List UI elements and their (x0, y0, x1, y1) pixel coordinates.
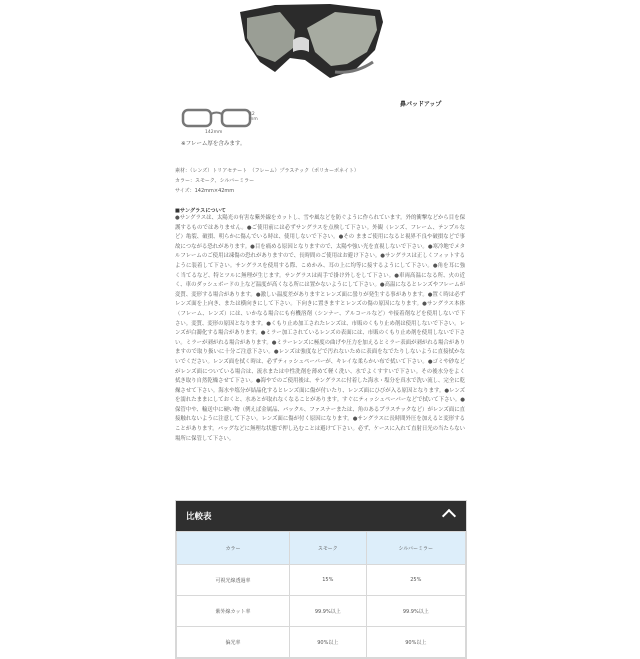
row-label: 紫外線カット率 (177, 596, 290, 627)
table-row (177, 596, 466, 627)
column-header: スモーク (290, 532, 367, 565)
table-cell: 99.9%以上 (290, 596, 367, 627)
spec-size: サイズ：142mm×42mm (175, 188, 235, 194)
spec-list (175, 166, 359, 196)
row-label: 可視光線透過率 (177, 565, 290, 596)
spec-color: カラー：スモーク、シルバーミラー (175, 178, 255, 184)
sunglasses-illustration (235, 0, 385, 100)
table-cell: 90%以上 (366, 627, 465, 658)
comparison-header[interactable] (176, 501, 466, 531)
table-cell: 15% (290, 565, 367, 596)
nose-pad-label: 鼻パッドアップ (400, 101, 442, 108)
row-label: 偏光率 (177, 627, 290, 658)
chevron-up-icon[interactable] (442, 509, 456, 523)
table-cell: 25% (366, 565, 465, 596)
table-cell: 99.9%以上 (366, 596, 465, 627)
care-section-title: ■サングラスについて (175, 208, 226, 214)
product-page (175, 0, 465, 646)
frame-height-label: 42 mm (249, 112, 258, 122)
sunglasses-product-image (235, 0, 385, 100)
table-header-row (177, 532, 466, 565)
comparison-accordion (175, 500, 467, 659)
column-header: カラー (177, 532, 290, 565)
table-cell: 90%以上 (290, 627, 367, 658)
glasses-outline-icon (179, 106, 254, 130)
comparison-table (176, 531, 466, 658)
table-row (177, 627, 466, 658)
column-header: シルバーミラー (366, 532, 465, 565)
frame-thickness-note: ※フレーム厚を含みます。 (181, 141, 246, 147)
comparison-title: 比較表 (186, 512, 212, 522)
care-instructions: ●サングラスは、太陽光の有害な紫外線をカットし、雪や風などを防ぐように作られています。外的衝撃などから目を保護するものではありません。●ご使用前には必ずサングラスを点検して下さい。外観（レンズ、フレーム、テンプルなど）亀裂、破損、明らかに傷んでいる時は、使用しないで下さい。●その ままご使用になると視界不良や破損などで事故につながる恐れがあります。●目を痛める原因となりますので、太陽や強い光を直視しないで下さい。●寒冷地でメタルフレームのご使用は凍傷の恐れがありますので、長時間のご使用はお避け下さい。●サングラスは正しくフィットするように装着して下さい。サングラスを使用する際、こめかみ、耳の上に均等に接するようにして下さい。●角を耳に強く当てるなど、特とツルに無理が生じます。サングラスは両手で掛け外しをして下さい。●車両高温になる所、火の近く、車のダッシュボードの上など温度が高くなる所には置かないようにして下さい。●高温になるとレンズやフレームが変質、変形する場合があります。●激しい温度差がありますとレンズ面に曇りが発生する事があります。●置く時は必ずレンズ面を上向き、または横向きにして下さい。下向きに置きますとレンズの傷の原因になります。●サングラス本体（フレーム、レンズ）には、いかなる場合にも有機溶剤（シンナー、アルコールなど）や接着剤などを使用しないで下さい。変質、変形の原因となります。●くもり止め加工されたレンズは、市販のくもり止め剤は使用しないで下さい。レンズが白濁化する場合があります。●ミラー加工されているレンズの表面には、市販のくもり止め剤を使用しないで下さい。ミラーが剥がれる場合があります。●ミラーレンズに極度の曲げや圧力を加えるとミラー表面が剥がれる場合がありますので取り扱いに十分ご注意下さい。●レンズは強度などで汚れないために表面をなでたりしないように直接拭かないでください。レンズ面を拭く時は、必ずティッシュペーパーが、キレイな柔らかい布で拭いて下さい。●ゴミや砂などがレンズ面についている場合は、流水または中性洗剤を薄めて軽く洗い、水でよくすすいで下さい。その後水分をよく拭き取り自然乾燥させて下さい。●海やでのご使用後は、サングラスに付着した海水・塩分を真水で洗い流し、完全に乾燥させて下さい。海水や塩分が結晶化するとレンズ面に傷が付いたり、レンズ面にひびが入る原因となります。●レンズを濡れたままにしておくと、水あとが取れなくなることがあります。すぐにティッシュペーパーなどで拭いて下さい。●保管中や、輸送中に硬い物（例えば金属品、バックル、ファスナーまたは、角のあるプラスチックなど）がレンズ面に直接触れないように注意して下さい。レンズ面に傷が付く原因になります。●サングラスに長時間外圧を加えると変形することがあります。バッグなどに無理な状態で押し込むことは避けて下さい。必ず、ケースに入れて直射日光の当たらない場所に保管して下さい。 (175, 215, 465, 442)
spec-material: 素材：（レンズ）トリアセテート （フレーム）プラスチック（ポリカーボネイト） (175, 168, 359, 174)
frame-width-label: 142mm (205, 130, 223, 135)
table-row (177, 565, 466, 596)
